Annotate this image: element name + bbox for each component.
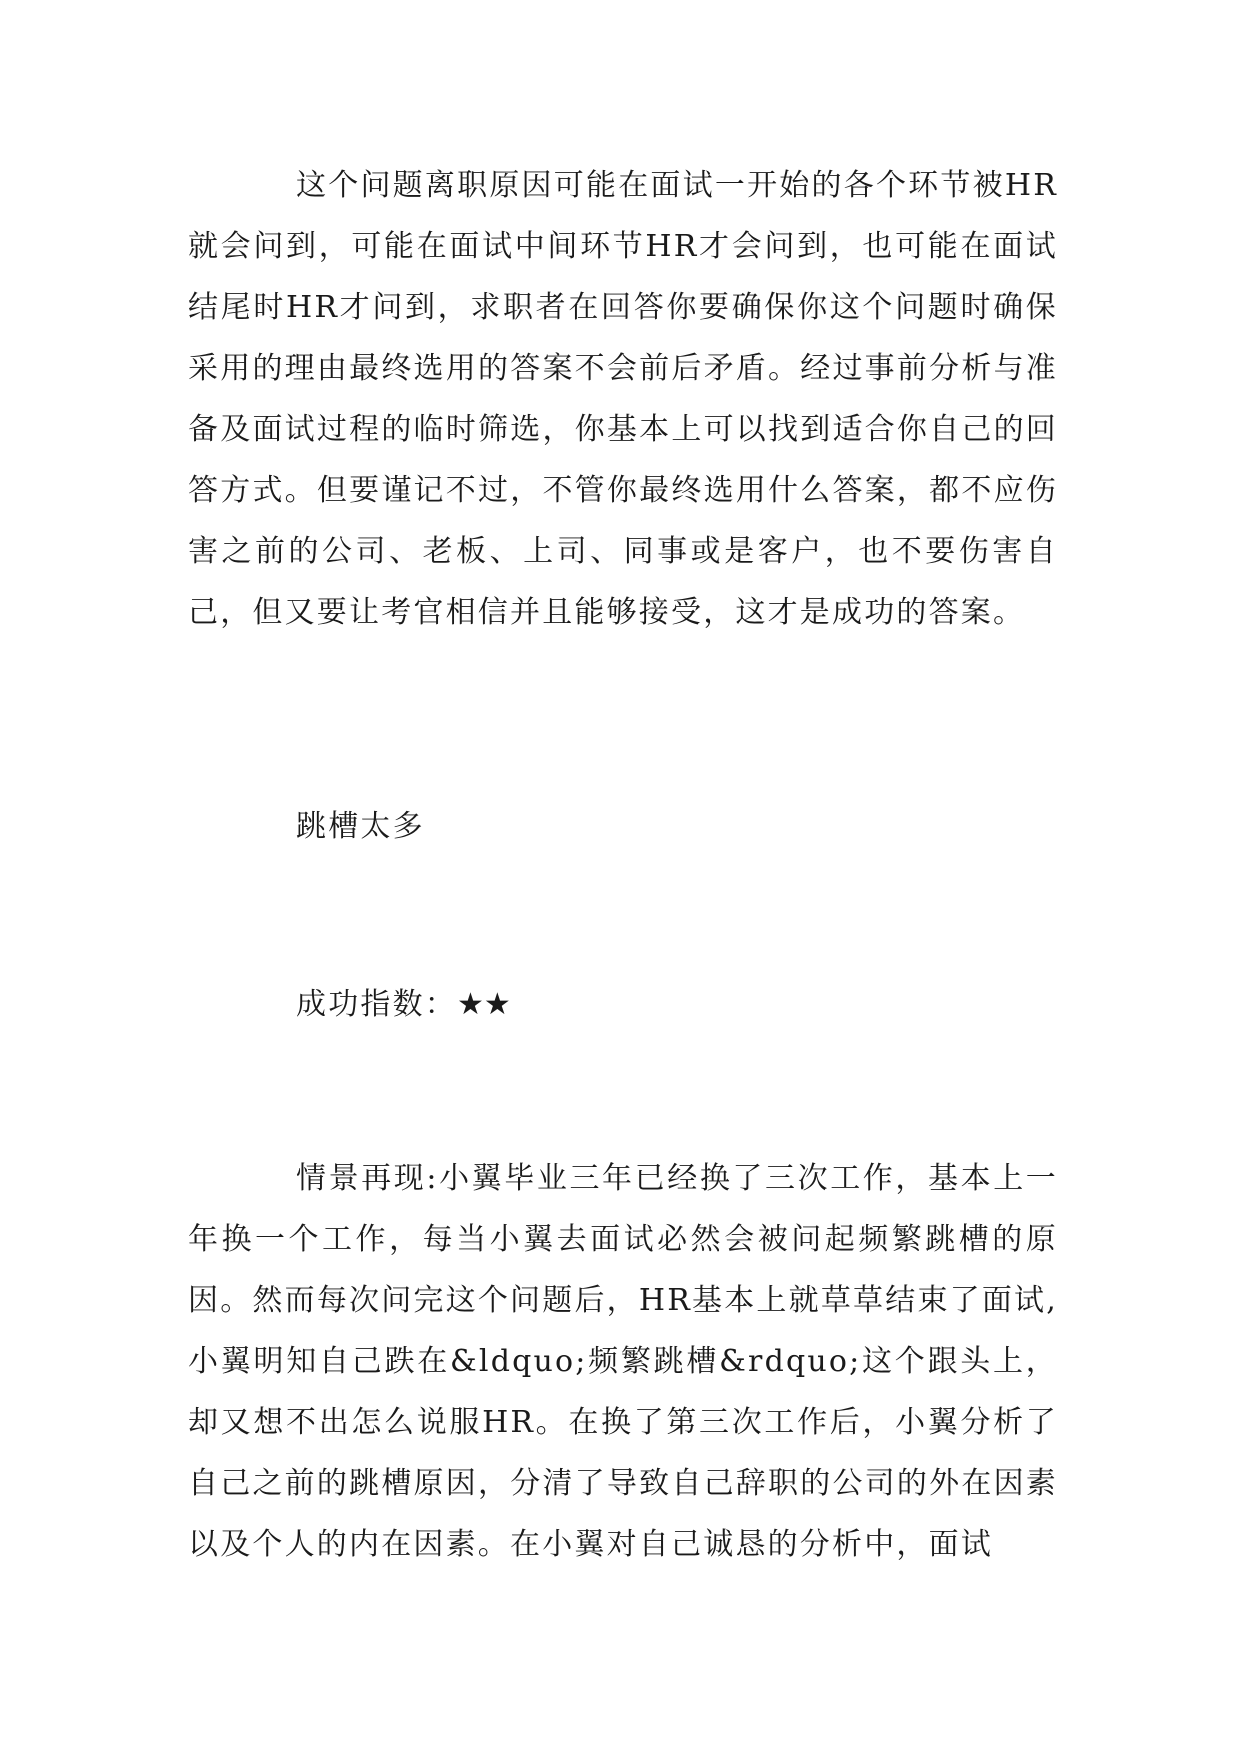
body-paragraph: 这个问题离职原因可能在面试一开始的各个环节被HR就会问到，可能在面试中间环节HR才会问到，也可能在面试结尾时HR才问到，求职者在回答你要确保你这个问题时确保采用的理由最终选用的答案不会前后矛盾。经过事前分析与准备及面试过程的临时筛选，你基本上可以找到适合你自己的回答方式。但要谨记不过，不管你最终选用什么答案，都不应伤害之前的公司、老板、上司、同事或是客户，也不要伤害自己，但又要让考官相信并且能够接受，这才是成功的答案。: [188, 168, 1058, 630]
body-paragraph: 情景再现:小翼毕业三年已经换了三次工作，基本上一年换一个工作，每当小翼去面试必然会被问起频繁跳槽的原因。然而每次问完这个问题后，HR基本上就草草结束了面试,小翼明知自己跌在&ldquo;频繁跳槽&rdquo;这个跟头上，却又想不出怎么说服HR。在换了第三次工作后，小翼分析了自己之前的跳槽原因，分清了导致自己辞职的公司的外在因素以及个人的内在因素。在小翼对自己诚恳的分析中，面试: [188, 1161, 1058, 1562]
section-heading: 跳槽太多: [296, 809, 425, 844]
star-rating-icon: ★★: [457, 987, 511, 1022]
success-index: [188, 974, 1058, 1035]
success-index-label: 成功指数：: [296, 987, 457, 1022]
